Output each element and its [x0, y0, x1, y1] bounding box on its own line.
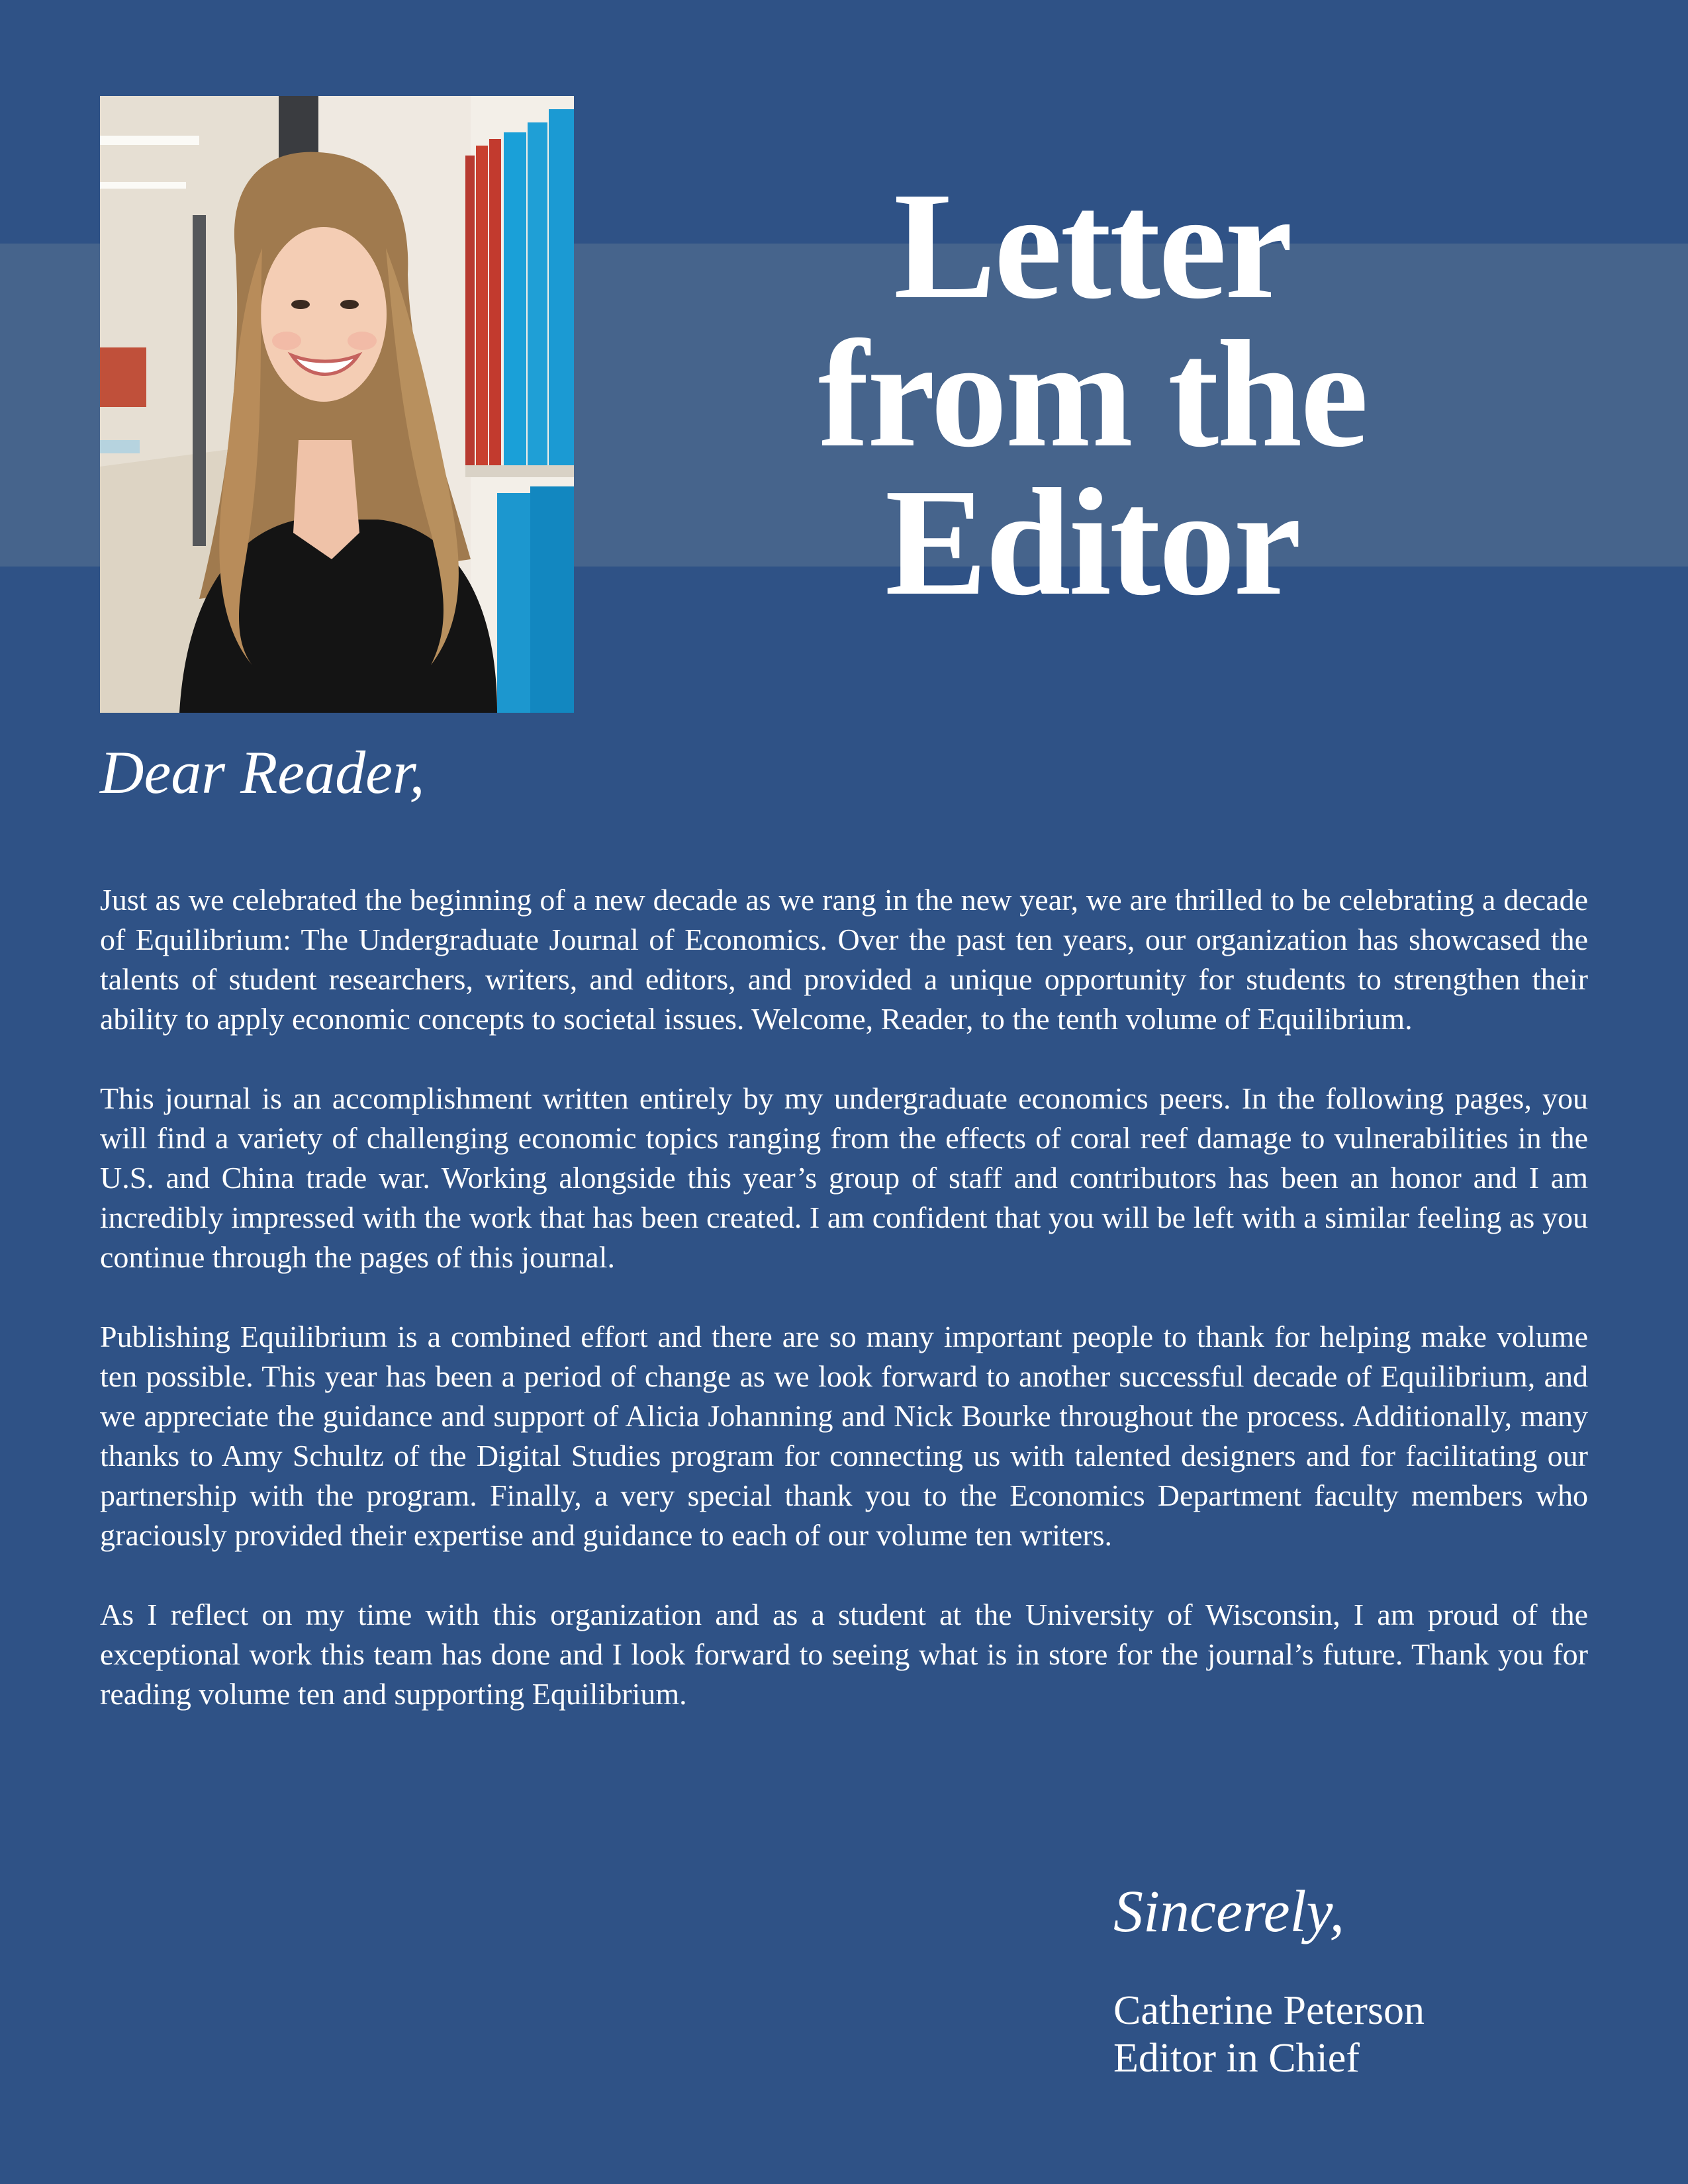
letter-paragraph: Publishing Equilibrium is a combined effort and there are so many important people to thank for helping make volume ten possible. This year has been a period of change as we look forward to another successful decade of Equilibrium, and we appreciate the guidance and support of Alicia Johanning and Nick Bourke throughout the process. Additionally, many thanks to Amy Schultz of the Digital Studies program for connecting us with talented designers and for facilitating our partnership with the program. Finally, a very special thank you to the Economics Department faculty members who graciously provided their expertise and guidance to each of our volume ten writers. — [100, 1320, 1588, 1552]
signer-role: Editor in Chief — [1113, 2036, 1360, 2081]
letter-paragraph: Just as we celebrated the beginning of a new decade as we rang in the new year, we are thrilled to be celebrating a decade of Equilibrium: The Undergraduate Journal of Economics. Over the past ten years, our organization has showcased the talents of student researchers, writers, and editors, and provided a unique opportunity for students to strengthen their ability to apply economic concepts to societal issues. Welcome, Reader, to the tenth volume of Equilibrium. — [100, 883, 1588, 1036]
title-line-1: Letter — [893, 161, 1291, 331]
title-line-2: from the — [818, 309, 1367, 479]
salutation: Dear Reader, — [100, 739, 425, 806]
letter-body — [100, 880, 1588, 1754]
signer-name: Catherine Peterson — [1113, 1988, 1425, 2033]
signature-block — [1113, 1987, 1425, 2082]
title-line-3: Editor — [884, 457, 1300, 627]
closing: Sincerely, — [1113, 1879, 1345, 1944]
editor-photo — [100, 96, 574, 713]
page-title — [715, 161, 1470, 627]
letter-paragraph: As I reflect on my time with this organization and as a student at the University of Wisconsin, I am proud of the exceptional work this team has done and I look forward to seeing what is in store for the journal’s future. Thank you for reading volume ten and supporting Equilibrium. — [100, 1598, 1588, 1711]
letter-paragraph: This journal is an accomplishment written entirely by my undergraduate economics peers. In the following pages, you will find a variety of challenging economic topics ranging from the effects of coral reef damage to vulnerabilities in the U.S. and China trade war. Working alongside this year’s group of staff and contributors has been an honor and I am incredibly impressed with the work that has been created. I am confident that you will be left with a similar feeling as you continue through the pages of this journal. — [100, 1081, 1588, 1274]
